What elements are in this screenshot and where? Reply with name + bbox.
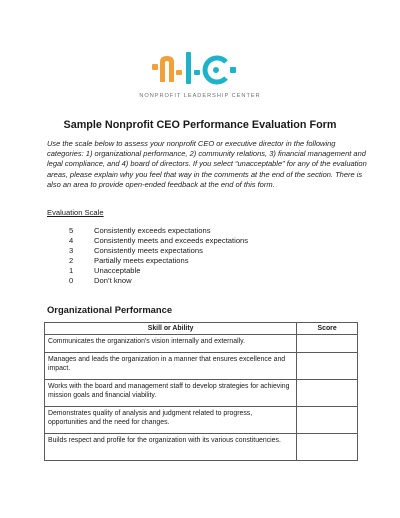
scale-label: Unacceptable bbox=[94, 266, 141, 275]
scale-label: Partially meets expectations bbox=[94, 256, 189, 265]
scale-item bbox=[69, 246, 248, 256]
scale-heading: Evaluation Scale bbox=[47, 208, 104, 217]
table-header-row bbox=[45, 323, 358, 335]
scale-number: 3 bbox=[69, 246, 74, 255]
scale-item bbox=[69, 256, 248, 266]
nlc-logo-mark bbox=[150, 50, 250, 90]
table-row bbox=[45, 407, 358, 434]
skill-cell: Manages and leads the organization in a manner that ensures excellence and impact. bbox=[45, 353, 297, 380]
scale-number: 1 bbox=[69, 266, 74, 275]
evaluation-table bbox=[44, 322, 358, 461]
scale-item bbox=[69, 276, 248, 286]
scale-item bbox=[69, 266, 248, 276]
skill-cell: Builds respect and profile for the organization with its various constituencies. bbox=[45, 434, 297, 461]
scale-number: 0 bbox=[69, 276, 74, 285]
scale-item bbox=[69, 236, 248, 246]
nlc-logo bbox=[0, 50, 400, 105]
page-title: Sample Nonprofit CEO Performance Evaluation Form bbox=[63, 119, 337, 131]
scale-number: 5 bbox=[69, 226, 74, 235]
table-row bbox=[45, 335, 358, 353]
score-cell[interactable] bbox=[297, 353, 358, 380]
scale-label: Don’t know bbox=[94, 276, 132, 285]
scale-list bbox=[69, 226, 248, 286]
skill-cell: Communicates the organization’s vision internally and externally. bbox=[45, 335, 297, 353]
scale-label: Consistently exceeds expectations bbox=[94, 226, 211, 235]
scale-number: 2 bbox=[69, 256, 74, 265]
score-cell[interactable] bbox=[297, 335, 358, 353]
header-score: Score bbox=[297, 323, 358, 335]
scale-item bbox=[69, 226, 248, 236]
scale-label: Consistently meets expectations bbox=[94, 246, 203, 255]
table-row bbox=[45, 380, 358, 407]
header-skill: Skill or Ability bbox=[45, 323, 297, 335]
scale-label: Consistently meets and exceeds expectations bbox=[94, 236, 249, 245]
score-cell[interactable] bbox=[297, 407, 358, 434]
score-cell[interactable] bbox=[297, 434, 358, 461]
skill-cell: Works with the board and management staff to develop strategies for achieving mission goals and financial viability. bbox=[45, 380, 297, 407]
table-row bbox=[45, 353, 358, 380]
section-title: Organizational Performance bbox=[47, 304, 173, 315]
skill-cell: Demonstrates quality of analysis and judgment related to progress, opportunities and the need for changes. bbox=[45, 407, 297, 434]
table-row bbox=[45, 434, 358, 461]
intro-paragraph: Use the scale below to assess your nonprofit CEO or executive director in the following categories: 1) organizational performance, 2) community relations, 3) financial management and legal compliance, and 4) board of directors. If you select “unacceptable” for any of the evaluation areas, please explain why you feel that way in the comments at the end of the section. There is also an area to provide open-ended feedback at the end of this form. bbox=[47, 139, 367, 189]
score-cell[interactable] bbox=[297, 380, 358, 407]
scale-number: 4 bbox=[69, 236, 74, 245]
logo-subtitle: NONPROFIT LEADERSHIP CENTER bbox=[139, 93, 261, 99]
